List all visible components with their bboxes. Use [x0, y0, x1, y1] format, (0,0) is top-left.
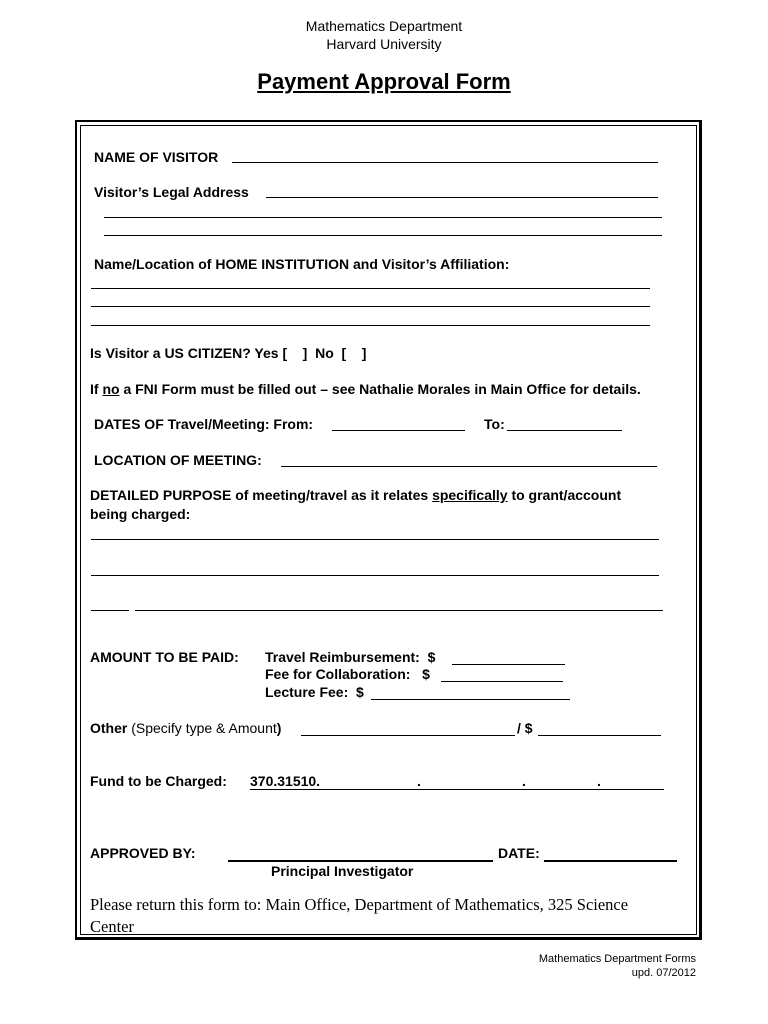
other-slash-dollar: / $: [517, 720, 533, 736]
purpose-specifically: specifically: [432, 487, 508, 503]
purpose-field-3b[interactable]: [135, 610, 663, 611]
form-title: Payment Approval Form: [257, 69, 511, 94]
fni-note-rest: a FNI Form must be filled out – see Nathalie Morales in Main Office for details.: [119, 381, 641, 397]
fee-collaboration-field[interactable]: [441, 681, 563, 682]
other-paren: ): [276, 720, 282, 736]
travel-reimbursement-field[interactable]: [452, 664, 565, 665]
dates-to-field[interactable]: [507, 430, 622, 431]
department-name: Mathematics Department: [305, 18, 463, 34]
fni-note: [90, 381, 641, 397]
fund-dot-2: .: [522, 773, 526, 789]
date-field[interactable]: [544, 860, 677, 862]
purpose-field-2[interactable]: [91, 575, 659, 576]
legal-address-field-3[interactable]: [104, 235, 662, 236]
fund-value: 370.31510.: [250, 773, 321, 789]
legal-address-field-2[interactable]: [104, 217, 662, 218]
location-field[interactable]: [281, 466, 657, 467]
legal-address-field-1[interactable]: [266, 197, 658, 198]
name-of-visitor-label: NAME OF VISITOR: [94, 149, 219, 165]
home-institution-field-2[interactable]: [91, 306, 650, 307]
fund-field[interactable]: [250, 789, 664, 790]
other-type-field[interactable]: [301, 735, 515, 736]
home-institution-field-3[interactable]: [91, 325, 650, 326]
return-note: Please return this form to: Main Office, Department of Mathematics, 325 Science Center: [90, 895, 629, 936]
dates-from-field[interactable]: [332, 430, 465, 431]
other-label: [90, 720, 281, 736]
principal-investigator-label: Principal Investigator: [271, 863, 414, 879]
lecture-fee-label: Lecture Fee: $: [265, 684, 364, 700]
home-institution-label: Name/Location of HOME INSTITUTION and Visitor’s Affiliation:: [94, 256, 510, 272]
fee-collaboration-label: Fee for Collaboration: $: [265, 666, 430, 682]
fni-note-no: no: [102, 381, 120, 397]
us-citizen-question[interactable]: Is Visitor a US CITIZEN? Yes [ ] No [ ]: [90, 345, 367, 361]
other-label-bold: Other: [90, 720, 128, 736]
dates-from-label: DATES OF Travel/Meeting: From:: [94, 416, 314, 432]
purpose-field-3a[interactable]: [91, 610, 129, 611]
purpose-field-1[interactable]: [91, 539, 659, 540]
purpose-label-continued: being charged:: [90, 506, 191, 522]
fund-dot-3: .: [597, 773, 601, 789]
location-label: LOCATION OF MEETING:: [94, 452, 262, 468]
fni-note-if: If: [90, 381, 103, 397]
name-of-visitor-field[interactable]: [232, 162, 658, 163]
approved-by-label: APPROVED BY:: [90, 845, 196, 861]
travel-reimbursement-label: Travel Reimbursement: $: [265, 649, 436, 665]
fund-dot-1: .: [417, 773, 421, 789]
dates-to-label: To:: [484, 416, 505, 432]
footer-updated: upd. 07/2012: [631, 967, 696, 979]
footer-forms: Mathematics Department Forms: [538, 953, 696, 965]
form-inner-border: [80, 125, 697, 935]
other-spec: (Specify type & Amount: [127, 720, 277, 736]
amount-label: AMOUNT TO BE PAID:: [90, 649, 239, 665]
fund-label: Fund to be Charged:: [90, 773, 227, 789]
purpose-label: [90, 487, 621, 503]
legal-address-label: Visitor’s Legal Address: [94, 184, 249, 200]
lecture-fee-field[interactable]: [371, 699, 570, 700]
purpose-text-b: to grant/account: [507, 487, 622, 503]
university-name: Harvard University: [326, 36, 442, 52]
approved-by-signature-field[interactable]: [228, 860, 493, 862]
other-amount-field[interactable]: [538, 735, 661, 736]
purpose-text-a: DETAILED PURPOSE of meeting/travel as it relates: [90, 487, 433, 503]
date-label: DATE:: [498, 845, 540, 861]
home-institution-field-1[interactable]: [91, 288, 650, 289]
